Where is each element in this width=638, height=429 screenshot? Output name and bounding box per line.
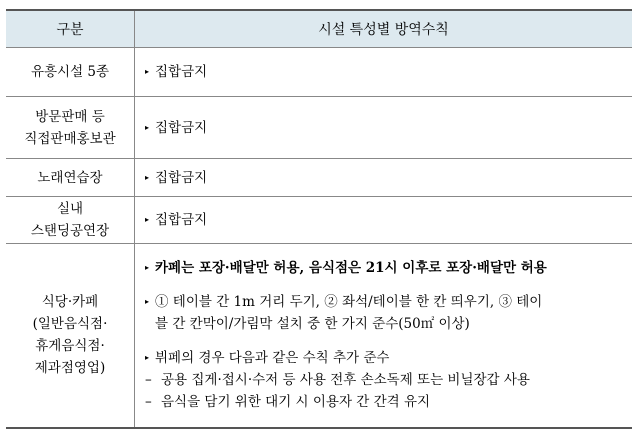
rule-cell [135,244,633,428]
table-row [6,97,632,159]
dash-icon: – [145,372,152,389]
header-rules: 시설 특성별 방역수칙 [135,10,633,48]
rule-text: 집합금지 [155,169,208,186]
rule-buffet-line [145,347,632,369]
buffet-item-text: 음식을 담기 위한 대기 시 이용자 간 간격 유지 [161,394,431,411]
buffet-item-text: 공용 집게·접시·수저 등 사용 전후 손소독제 또는 비닐장갑 사용 [161,372,530,389]
rule-cell [135,197,633,244]
rule-table-line [145,291,632,313]
category-line: 실내 [56,201,84,217]
dash-icon: – [145,394,152,411]
rule-text: 집합금지 [155,212,208,228]
bullet-icon: ▸ [145,297,150,307]
bullet-icon: ▸ [145,215,150,224]
rule-text: ① 테이블 간 1m 거리 두기, ② 좌석/테이블 한 칸 띄우기, ③ 테이 [155,294,543,311]
category-cell [6,244,135,428]
rule-cell [135,159,633,197]
header-category: 구분 [6,10,135,48]
table-row [6,48,632,97]
header-row [6,10,632,48]
category-line: (일반음식점· [32,316,108,333]
category-cell: 유흥시설 5종 [6,48,135,97]
rule-cell [135,97,633,159]
table-row [6,244,632,428]
category-line: 방문판매 등 [35,108,105,125]
table-row [6,197,632,244]
category-line: 식당·카페 [41,294,99,311]
quarantine-rules-table [6,9,632,429]
rule-bold-line [145,257,632,279]
bullet-icon: ▸ [145,67,150,76]
rule-table-line-cont: 블 간 칸막이/가림막 설치 중 한 가지 준수(50㎡ 이상) [155,316,470,333]
rule-text: 카페는 포장·배달만 허용, 음식점은 21시 이후로 포장·배달만 허용 [155,260,547,277]
buffet-item [145,391,632,413]
category-cell [6,97,135,159]
bullet-icon: ▸ [145,122,150,132]
bullet-icon: ▸ [145,172,150,182]
category-line: 휴게음식점· [35,338,105,355]
bullet-icon: ▸ [145,263,150,273]
table-row [6,159,632,197]
buffet-item [145,369,632,391]
category-cell: 노래연습장 [6,159,135,197]
category-line: 스탠딩공연장 [30,223,110,239]
rule-text: 집합금지 [155,64,208,80]
rule-text: 집합금지 [155,119,208,136]
rule-text: 뷔페의 경우 다음과 같은 수칙 추가 준수 [155,350,390,367]
category-line: 제과점영업) [34,360,106,377]
category-cell [6,197,135,244]
bullet-icon: ▸ [145,353,150,363]
rule-cell [135,48,633,97]
category-line: 직접판매홍보관 [24,130,116,147]
